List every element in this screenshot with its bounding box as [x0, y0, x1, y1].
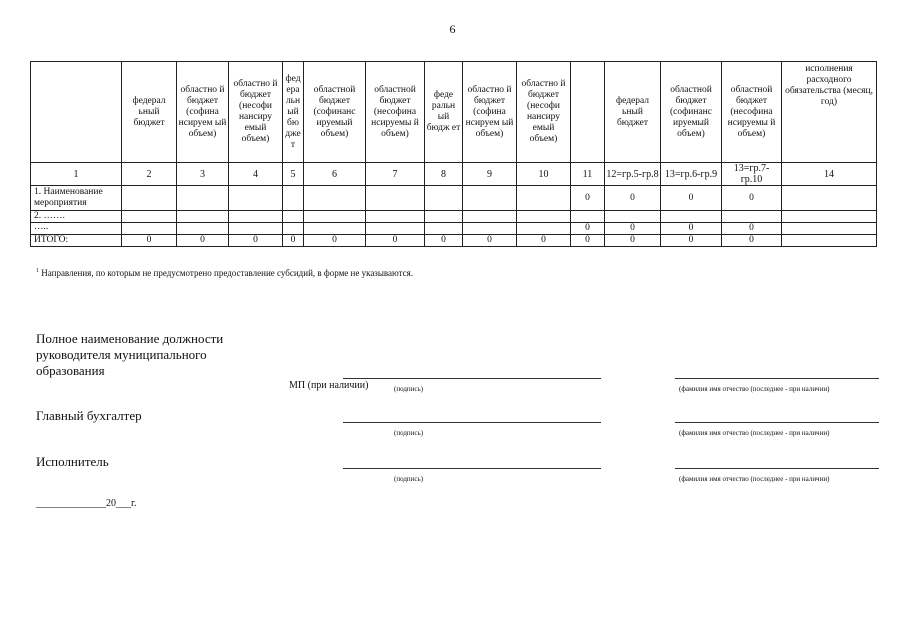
- table-cell[interactable]: 0: [661, 235, 722, 247]
- column-number-cell: 6: [304, 163, 366, 186]
- table-cell[interactable]: 0: [605, 235, 661, 247]
- head-name-line[interactable]: [675, 378, 879, 379]
- table-row: [31, 235, 877, 247]
- table-cell[interactable]: [283, 186, 304, 211]
- table-cell[interactable]: [122, 223, 177, 235]
- table-cell[interactable]: 0: [366, 235, 425, 247]
- table-cell[interactable]: [782, 186, 877, 211]
- table-cell[interactable]: [229, 186, 283, 211]
- table-cell[interactable]: [283, 223, 304, 235]
- column-number-cell: 10: [517, 163, 571, 186]
- table-cell[interactable]: [229, 223, 283, 235]
- table-cell[interactable]: 0: [571, 223, 605, 235]
- budget-table: [30, 61, 877, 247]
- executor-name-line[interactable]: [675, 468, 879, 469]
- executor-name-hint: (фамилия имя отчество (последнее - при наличии): [679, 475, 830, 483]
- table-cell[interactable]: [229, 211, 283, 223]
- mp-label: МП (при наличии): [289, 380, 369, 391]
- executor-signature-line[interactable]: [343, 468, 601, 469]
- head-title: Полное наименование должности руководителя муниципального образования: [36, 331, 224, 378]
- table-cell[interactable]: [425, 186, 463, 211]
- head-signature-hint: (подпись): [394, 385, 424, 393]
- header-cell: областной бюджет (софинанс ируемый объем): [661, 62, 722, 163]
- table-row: [31, 211, 877, 223]
- header-cell: областной бюджет (несофина нсируемы й объем): [366, 62, 425, 163]
- table-cell[interactable]: [177, 186, 229, 211]
- accountant-name-hint: (фамилия имя отчество (последнее - при наличии): [679, 429, 830, 437]
- column-number-cell: 4: [229, 163, 283, 186]
- column-number-cell: 11: [571, 163, 605, 186]
- footnote: [36, 268, 413, 278]
- table-cell[interactable]: [605, 211, 661, 223]
- column-number-cell: 13=гр.7-гр.10: [722, 163, 782, 186]
- header-cell: фед ера льн ый бю дже т: [283, 62, 304, 163]
- table-cell[interactable]: [304, 186, 366, 211]
- table-cell[interactable]: [366, 223, 425, 235]
- accountant-signature-hint: (подпись): [394, 429, 424, 437]
- table-cell[interactable]: 0: [605, 223, 661, 235]
- table-cell[interactable]: 0: [304, 235, 366, 247]
- table-cell[interactable]: [517, 223, 571, 235]
- column-number-cell: 1: [31, 163, 122, 186]
- header-cell: исполнения расходного обязательства (месяц, год): [782, 62, 877, 163]
- header-cell: федерал ьный бюджет: [122, 62, 177, 163]
- column-number-cell: 7: [366, 163, 425, 186]
- table-cell[interactable]: [425, 223, 463, 235]
- column-number-cell: 5: [283, 163, 304, 186]
- table-cell[interactable]: 0: [722, 235, 782, 247]
- date-line[interactable]: ______________20___г.: [36, 498, 137, 509]
- footnote-text: Направления, по которым не предусмотрено предоставление субсидий, в форме не указываются.: [41, 268, 414, 278]
- table-cell[interactable]: 0: [605, 186, 661, 211]
- table-cell[interactable]: [304, 211, 366, 223]
- column-number-cell: 8: [425, 163, 463, 186]
- header-cell: федерал ьный бюджет: [605, 62, 661, 163]
- table-cell[interactable]: [463, 186, 517, 211]
- header-cell: феде ральн ый бюдж ет: [425, 62, 463, 163]
- table-cell[interactable]: [571, 211, 605, 223]
- table-cell[interactable]: [177, 223, 229, 235]
- header-row: [31, 62, 877, 163]
- table-cell[interactable]: [122, 211, 177, 223]
- table-cell[interactable]: [722, 211, 782, 223]
- header-cell: областной бюджет (несофина нсируемы й объем): [722, 62, 782, 163]
- table-cell[interactable]: [122, 186, 177, 211]
- table-cell[interactable]: [517, 211, 571, 223]
- executor-signature-hint: (подпись): [394, 475, 424, 483]
- table-cell[interactable]: 0: [463, 235, 517, 247]
- column-number-cell: 12=гр.5-гр.8: [605, 163, 661, 186]
- table-row: [31, 223, 877, 235]
- header-cell: областной бюджет (софинанс ируемый объем): [304, 62, 366, 163]
- table-cell[interactable]: 0: [661, 223, 722, 235]
- header-cell: [571, 62, 605, 163]
- table-cell[interactable]: 0: [722, 186, 782, 211]
- chief-accountant-title: Главный бухгалтер: [36, 408, 142, 423]
- table-cell[interactable]: 0: [177, 235, 229, 247]
- table-cell[interactable]: [661, 211, 722, 223]
- accountant-name-line[interactable]: [675, 422, 879, 423]
- table-cell[interactable]: [463, 211, 517, 223]
- table-cell[interactable]: [177, 211, 229, 223]
- column-number-cell: 13=гр.6-гр.9: [661, 163, 722, 186]
- table-cell[interactable]: 0: [122, 235, 177, 247]
- header-cell: областно й бюджет (софина нсируем ый объем): [177, 62, 229, 163]
- table-cell[interactable]: 0: [722, 223, 782, 235]
- table-cell[interactable]: 0: [571, 186, 605, 211]
- column-number-cell: 2: [122, 163, 177, 186]
- table-cell[interactable]: 0: [425, 235, 463, 247]
- accountant-signature-line[interactable]: [343, 422, 601, 423]
- row-label: 1. Наименование мероприятия: [31, 186, 122, 211]
- row-label: ИТОГО:: [31, 235, 122, 247]
- table-cell[interactable]: [517, 186, 571, 211]
- header-cell: областно й бюджет (софина нсируем ый объем): [463, 62, 517, 163]
- table-cell[interactable]: [782, 235, 877, 247]
- header-cell: областно й бюджет (несофи нансиру емый объем): [517, 62, 571, 163]
- table-cell[interactable]: 0: [661, 186, 722, 211]
- head-name-hint: (фамилия имя отчество (последнее - при наличии): [679, 385, 830, 393]
- column-number-cell: 9: [463, 163, 517, 186]
- table-cell[interactable]: 0: [229, 235, 283, 247]
- row-label: 2. …….: [31, 211, 122, 223]
- table-cell[interactable]: [283, 211, 304, 223]
- column-number-cell: 3: [177, 163, 229, 186]
- table-cell[interactable]: [366, 211, 425, 223]
- head-signature-line[interactable]: [343, 378, 601, 379]
- row-label: …..: [31, 223, 122, 235]
- table-cell[interactable]: [782, 211, 877, 223]
- table-cell[interactable]: [304, 223, 366, 235]
- header-cell: [31, 62, 122, 163]
- page-number: 6: [449, 22, 456, 36]
- table-cell[interactable]: [782, 223, 877, 235]
- footnote-marker: 1: [36, 268, 39, 274]
- column-number-row: [31, 163, 877, 186]
- table-cell[interactable]: [366, 186, 425, 211]
- table-cell[interactable]: 0: [283, 235, 304, 247]
- executor-title: Исполнитель: [36, 454, 109, 469]
- table-row: [31, 186, 877, 211]
- header-cell: областно й бюджет (несофи нансиру емый объем): [229, 62, 283, 163]
- column-number-cell: 14: [782, 163, 877, 186]
- table-cell[interactable]: 0: [571, 235, 605, 247]
- table-cell[interactable]: 0: [517, 235, 571, 247]
- table-cell[interactable]: [425, 211, 463, 223]
- table-cell[interactable]: [463, 223, 517, 235]
